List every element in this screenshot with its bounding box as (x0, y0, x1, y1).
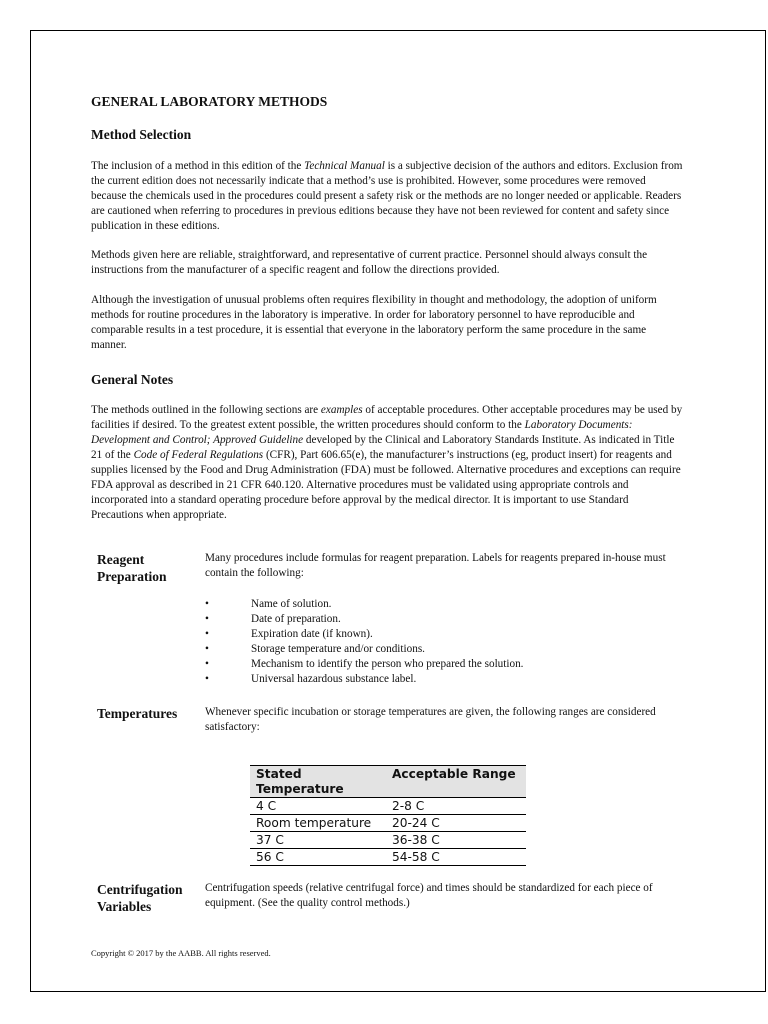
reagent-intro: Many procedures include formulas for reagent preparation. Labels for reagents prepared in-house must contain the following: (205, 552, 666, 579)
temperature-table (250, 765, 526, 866)
table-row (250, 849, 526, 866)
list-item: • Name of solution. (205, 598, 332, 610)
centrifugation-variables-label: Centrifugation Variables (97, 882, 183, 914)
table-cell: 56 C (250, 849, 386, 866)
document-title: GENERAL LABORATORY METHODS (91, 94, 328, 109)
table-cell: 2-8 C (386, 798, 526, 815)
list-item: • Storage temperature and/or conditions. (205, 643, 425, 655)
list-item: • Date of preparation. (205, 613, 341, 625)
copyright-footer: Copyright © 2017 by the AABB. All rights reserved. (91, 948, 271, 958)
method-selection-paragraph-3: Although the investigation of unusual problems often requires flexibility in thought and methodology, the adoption of uniform methods for routine procedures in the laboratory is imperative. In order for laboratory personnel to have reproducible and comparable results in a test procedure, it is essential that everyone in the laboratory perform the same procedure in the same manner. (91, 294, 657, 351)
temperatures-intro: Whenever specific incubation or storage temperatures are given, the following ranges are considered satisfactory: (205, 706, 656, 733)
table-cell: Room temperature (250, 815, 386, 832)
method-selection-paragraph-1: The inclusion of a method in this edition of the Technical Manual is a subjective decision of the authors and editors. Exclusion from the current edition does not necessarily indicate that a method’s use is prohibited. However, some procedures were removed because the chemicals used in the procedures could present a safety risk or the methods are no longer needed or applicable. Readers are cautioned when referring to procedures in previous editions because they have not been reviewed for content and safety since publication in these editions. (91, 160, 683, 232)
centrifugation-text: Centrifugation speeds (relative centrifugal force) and times should be standardized for each piece of equipment. (See the quality control methods.) (205, 882, 653, 909)
table-row (250, 798, 526, 815)
table-cell: 37 C (250, 832, 386, 849)
table-cell: 36-38 C (386, 832, 526, 849)
column-header-stated-temperature: Stated Temperature (250, 766, 386, 798)
reagent-label-list (205, 597, 625, 687)
reagent-preparation-label: Reagent Preparation (97, 552, 167, 584)
list-item: • Expiration date (if known). (205, 628, 373, 640)
temperatures-label: Temperatures (97, 706, 178, 721)
method-selection-paragraph-2: Methods given here are reliable, straightforward, and representative of current practice. Personnel should always consult the instructions from the manufacturer of a specific reagent and follow the directions provided. (91, 249, 648, 276)
table-row (250, 815, 526, 832)
table-cell: 20-24 C (386, 815, 526, 832)
general-notes-paragraph: The methods outlined in the following sections are examples of acceptable procedures. Other acceptable procedures may be used by facilities if desired. To the greatest extent possible, the written procedures should conform to the Laboratory Documents: Development and Control; Approved Guideline developed by the Clinical and Laboratory Standards Institute. As indicated in Title 21 of the Code of Federal Regulations (CFR), Part 606.65(e), the manufacturer’s instructions (eg, product insert) for reagents and supplies licensed by the Food and Drug Administration (FDA) must be followed. Alternative procedures and exceptions can require FDA approval as described in 21 CFR 640.120. Alternative procedures must be validated using appropriate controls and incorporated into a standard operating procedure before approval by the medical director. It is important to use Standard Precautions when appropriate. (91, 404, 683, 521)
table-cell: 4 C (250, 798, 386, 815)
list-item: • Universal hazardous substance label. (205, 673, 417, 685)
method-selection-heading: Method Selection (91, 127, 192, 142)
table-cell: 54-58 C (386, 849, 526, 866)
column-header-acceptable-range: Acceptable Range (386, 766, 526, 798)
table-header-row (250, 766, 526, 798)
table-row (250, 832, 526, 849)
general-notes-heading: General Notes (91, 372, 174, 387)
list-item: • Mechanism to identify the person who prepared the solution. (205, 658, 524, 670)
